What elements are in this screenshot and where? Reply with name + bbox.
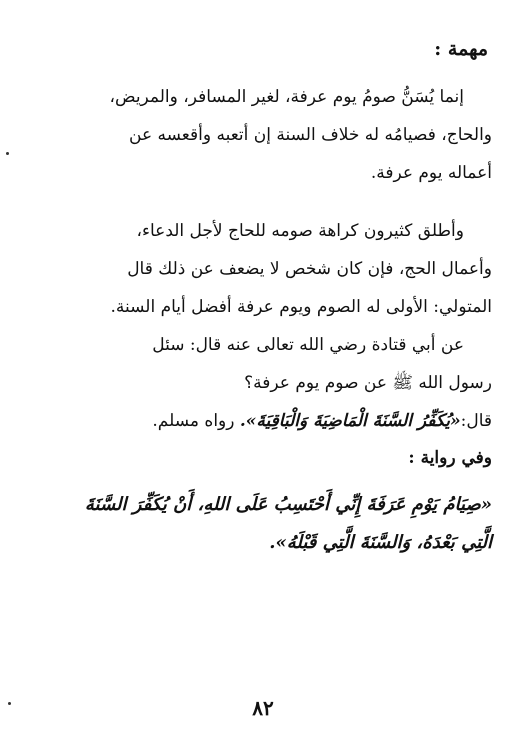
margin-speck [8,702,11,705]
page-number: ٨٢ [252,696,274,720]
riwaya-label: وفي رواية : [408,448,492,468]
hadith-source: رواه مسلم. [152,411,235,431]
paragraph-line: والحاج، فصيامُه له خلاف السنة إن أتعبه وأقعسه عن [129,125,492,145]
margin-speck [6,152,9,155]
document-page [34,28,492,728]
paragraph-line: إنما يُسَنُّ صومُ يوم عرفة، لغير المسافر، والمريض، [109,87,464,107]
paragraph-line: أعماله يوم عرفة. [370,163,492,183]
hadith-quote-2 [34,486,492,562]
section-heading: مهمة : [434,38,488,60]
paragraph-line: وأطلق كثيرون كراهة صومه للحاج لأجل الدعاء، [136,221,464,241]
paragraph-pilgrim-ruling [40,212,492,326]
hadith-prefix: قال: [460,411,492,431]
paragraph-line: رسول الله ﷺ عن صوم يوم عرفة؟ [244,373,492,393]
hadith-text: «يُكَفِّرُ السَّنَةَ الْمَاضِيَةَ وَالْبَاقِيَةَ». [239,411,461,431]
paragraph-narration [40,326,492,402]
paragraph-line: وأعمال الحج، فإن كان شخص لا يضعف عن ذلك قال [127,259,492,279]
paragraph-fasting-arafah [40,78,492,192]
hadith-quote-1 [152,406,492,436]
paragraph-line: عن أبي قتادة رضي الله تعالى عنه قال: سئل [152,335,464,355]
hadith-line: «صِيَامُ يَوْمِ عَرَفَةَ إِنِّي أَحْتَسِبُ عَلَى اللهِ، أَنْ يُكَفِّرَ السَّنَةَ [84,494,492,515]
paragraph-line: المتولي: الأولى له الصوم ويوم عرفة أفضل أيام السنة. [110,297,492,317]
hadith-line: الَّتِي بَعْدَهُ، وَالسَّنَةَ الَّتِي قَبْلَهُ». [269,532,492,553]
